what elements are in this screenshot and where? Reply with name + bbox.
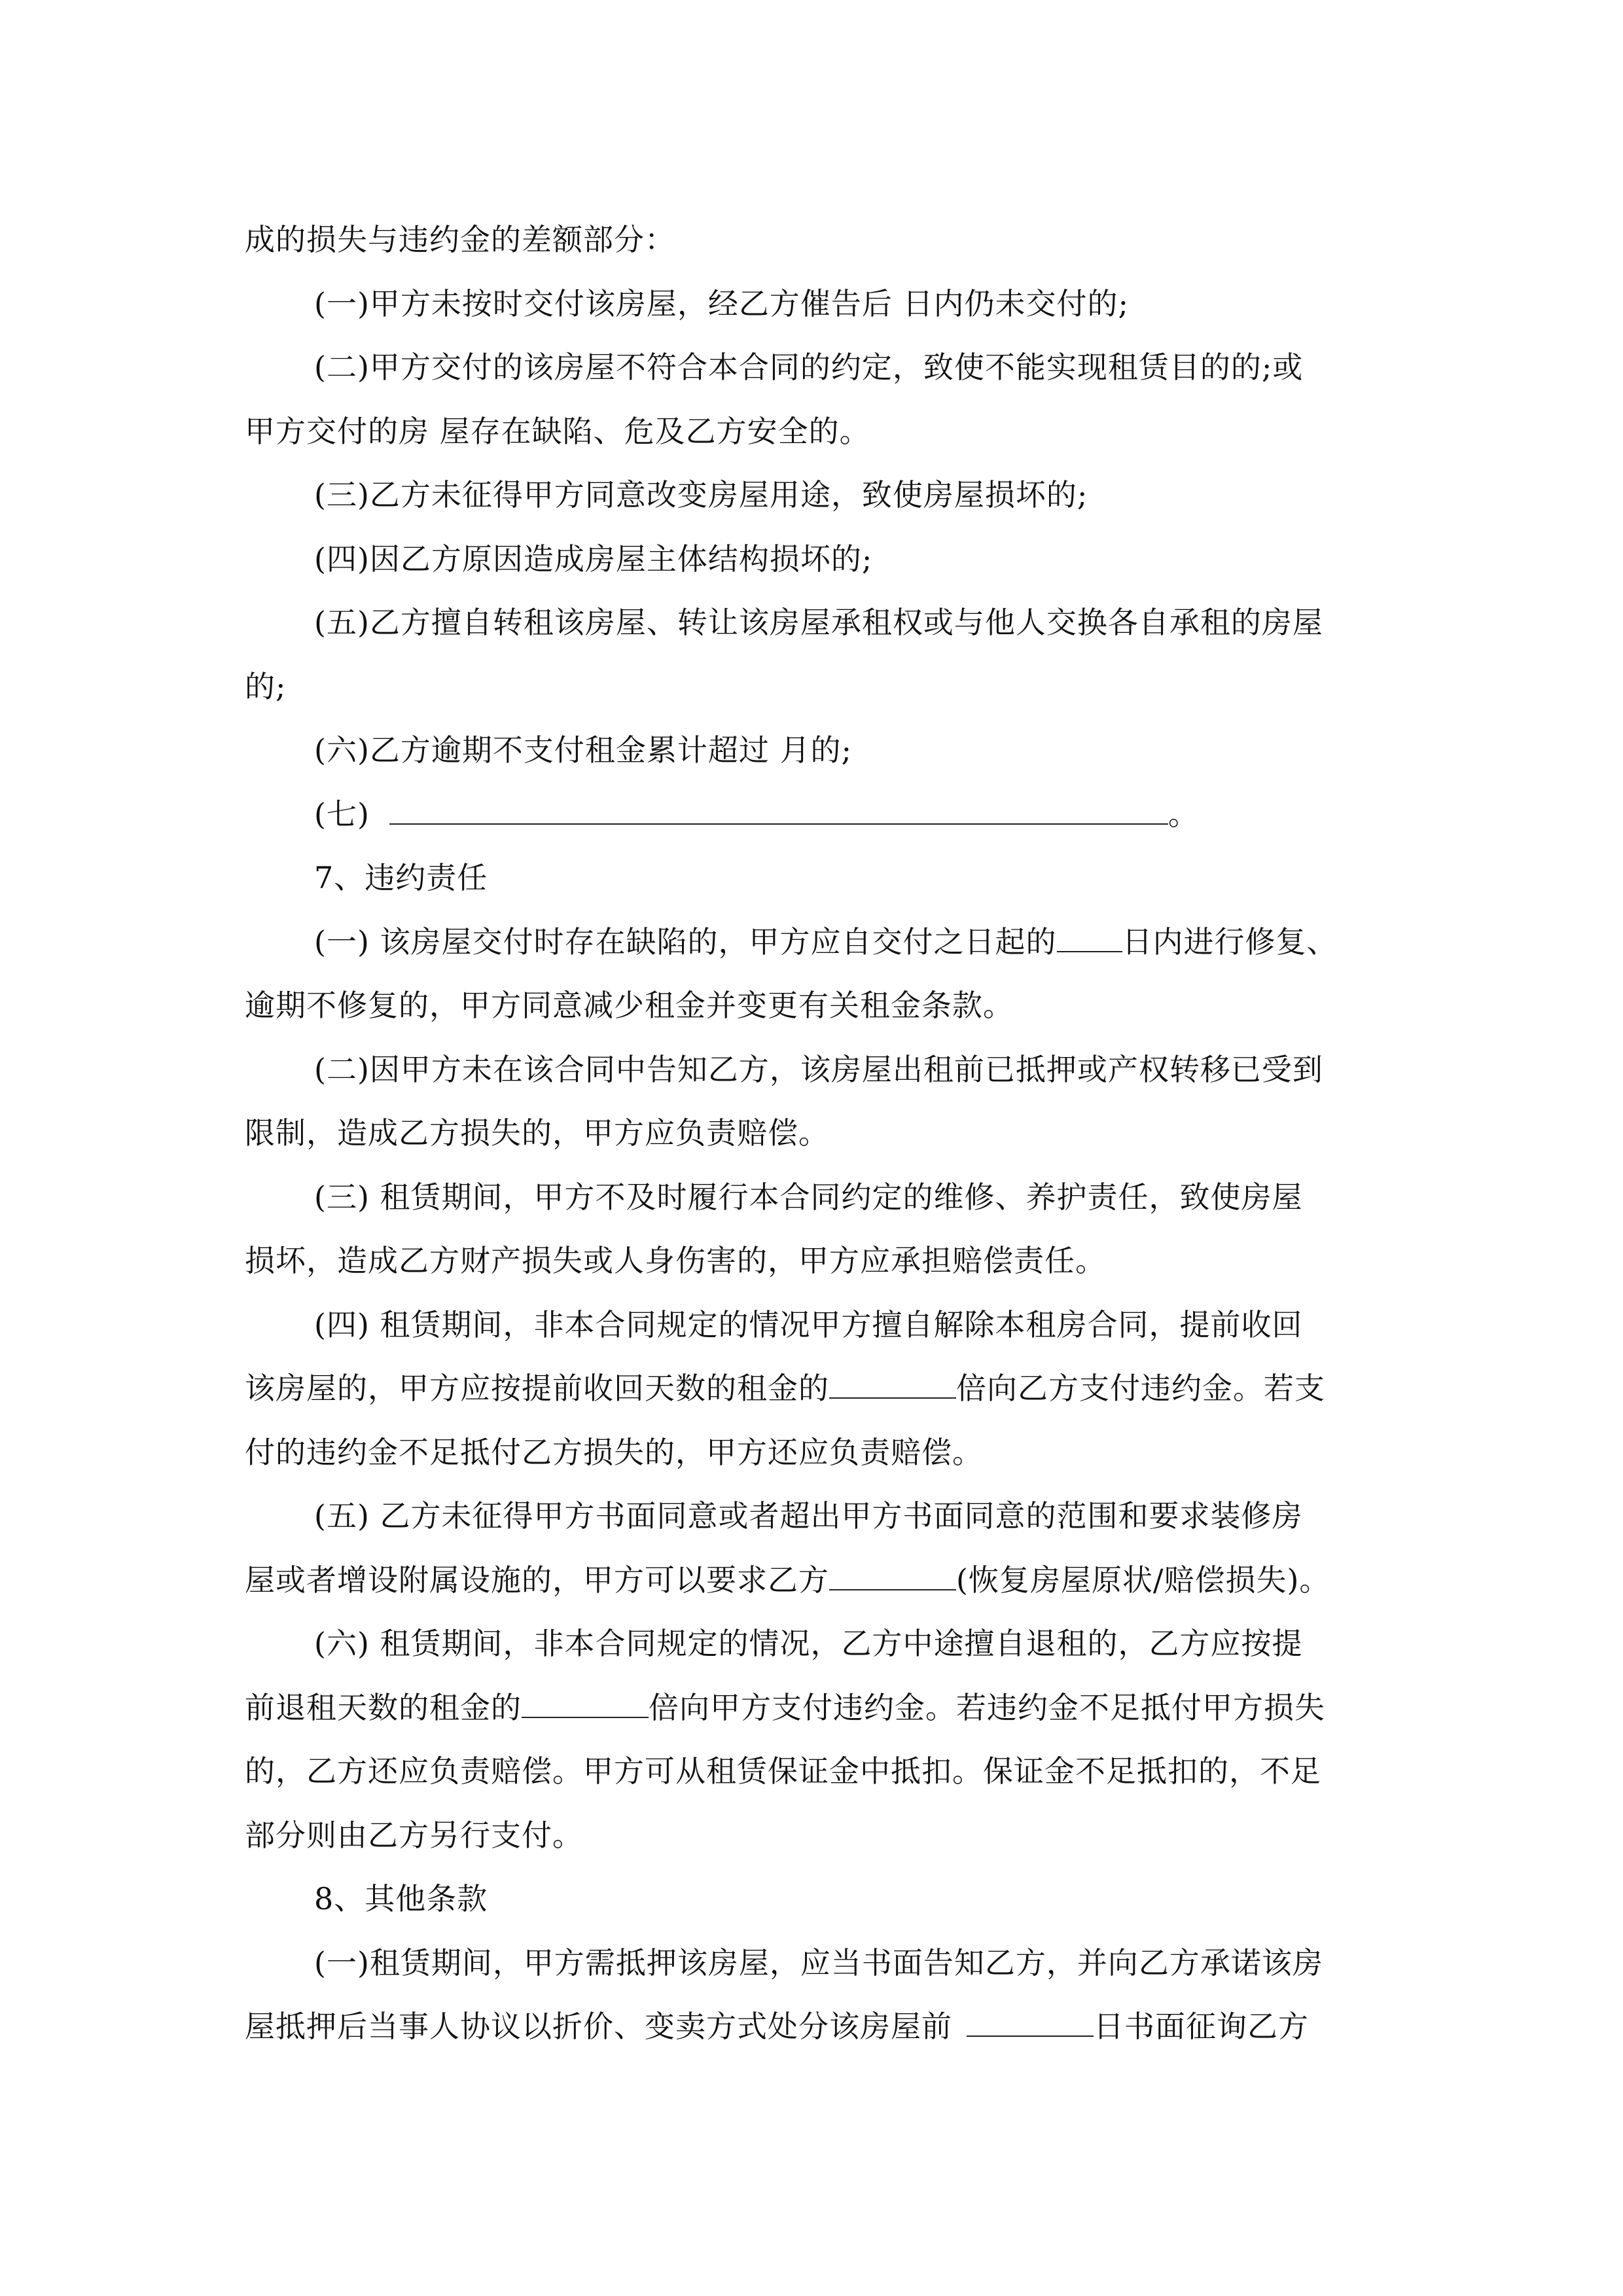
clause-text: 屋抵押后当事人协议以折价、变卖方式处分该房屋前 — [245, 2009, 952, 2044]
clause-item: (六)乙方逾期不支付租金累计超过 月的; — [314, 732, 853, 768]
paragraph-line: 成的损失与违约金的差额部分： — [245, 222, 675, 257]
paragraph-line: 的，乙方还应负责赔偿。甲方可从租赁保证金中抵扣。保证金不足抵扣的，不足 — [245, 1753, 1321, 1789]
clause-item: (一)甲方未按时交付该房屋，经乙方催告后 日内仍未交付的; — [314, 285, 1130, 321]
clause-item: (四)因乙方原因造成房屋主体结构损坏的; — [314, 541, 873, 577]
clause-item: (四) 租赁期间，非本合同规定的情况甲方擅自解除本租房合同，提前收回 — [314, 1306, 1303, 1342]
clause-text: (一) 该房屋交付时存在缺陷的，甲方应自交付之日起的 — [314, 924, 1057, 960]
document-page — [245, 208, 1383, 2059]
fill-in-blank — [967, 2009, 1094, 2037]
clause-label: (七) — [314, 796, 370, 832]
clause-text: (恢复房屋原状/赔偿损失)。 — [956, 1562, 1330, 1598]
clause-text: 日书面征询乙方 — [1094, 2009, 1309, 2044]
clause-item: (二)甲方交付的该房屋不符合本合同的约定，致使不能实现租赁目的的;或 — [314, 350, 1304, 385]
paragraph-line: 限制，造成乙方损失的，甲方应负责赔偿。 — [245, 1115, 829, 1151]
clause-text: 倍向甲方支付违约金。若违约金不足抵付甲方损失 — [649, 1689, 1325, 1725]
fill-in-blank — [829, 1563, 956, 1590]
paragraph-line — [245, 1357, 1383, 1421]
clause-item: (三)乙方未征得甲方同意改变房屋用途，致使房屋损坏的; — [314, 477, 1088, 512]
clause-end: 。 — [1168, 796, 1199, 832]
clause-item: (二)因甲方未在该合同中告知乙方，该房屋出租前已抵押或产权转移已受到 — [314, 1051, 1323, 1087]
fill-in-blank — [522, 1691, 649, 1718]
section-heading: 7、违约责任 — [314, 860, 488, 895]
clause-item: (六) 租赁期间，非本合同规定的情况，乙方中途擅自退租的，乙方应按提 — [314, 1626, 1303, 1661]
clause-item — [245, 910, 1383, 975]
paragraph-line: 部分则由乙方另行支付。 — [245, 1817, 583, 1853]
fill-in-blank — [389, 797, 1168, 825]
clause-item: (五)乙方擅自转租该房屋、转让该房屋承租权或与他人交换各自承租的房屋 — [314, 605, 1323, 640]
paragraph-line: 甲方交付的房 屋存在缺陷、危及乙方安全的。 — [245, 413, 870, 449]
section-heading: 8、其他条款 — [314, 1881, 488, 1916]
paragraph-line: 的; — [245, 668, 287, 704]
paragraph-line — [245, 1995, 1383, 2059]
fill-in-blank — [829, 1371, 956, 1399]
clause-item: (一)租赁期间，甲方需抵押该房屋，应当书面告知乙方，并向乙方承诺该房 — [314, 1945, 1323, 1981]
paragraph-line — [245, 1549, 1383, 1613]
paragraph-line: 付的违约金不足抵付乙方损失的，甲方还应负责赔偿。 — [245, 1434, 983, 1470]
clause-item — [245, 783, 1383, 847]
clause-text: 倍向乙方支付违约金。若支 — [956, 1371, 1325, 1406]
clause-text: 日内进行修复、 — [1122, 924, 1338, 960]
fill-in-blank — [1057, 925, 1122, 952]
clause-text: 前退租天数的租金的 — [245, 1689, 522, 1725]
paragraph-line: 逾期不修复的，甲方同意减少租金并变更有关租金条款。 — [245, 988, 1014, 1023]
clause-text: 屋或者增设附属设施的，甲方可以要求乙方 — [245, 1562, 829, 1598]
clause-item: (三) 租赁期间，甲方不及时履行本合同约定的维修、养护责任，致使房屋 — [314, 1179, 1303, 1215]
clause-item: (五) 乙方未征得甲方书面同意或者超出甲方书面同意的范围和要求装修房 — [314, 1498, 1303, 1534]
clause-text: 该房屋的，甲方应按提前收回天数的租金的 — [245, 1371, 829, 1406]
paragraph-line: 损坏，造成乙方财产损失或人身伤害的，甲方应承担赔偿责任。 — [245, 1243, 1106, 1278]
paragraph-line — [245, 1676, 1383, 1740]
